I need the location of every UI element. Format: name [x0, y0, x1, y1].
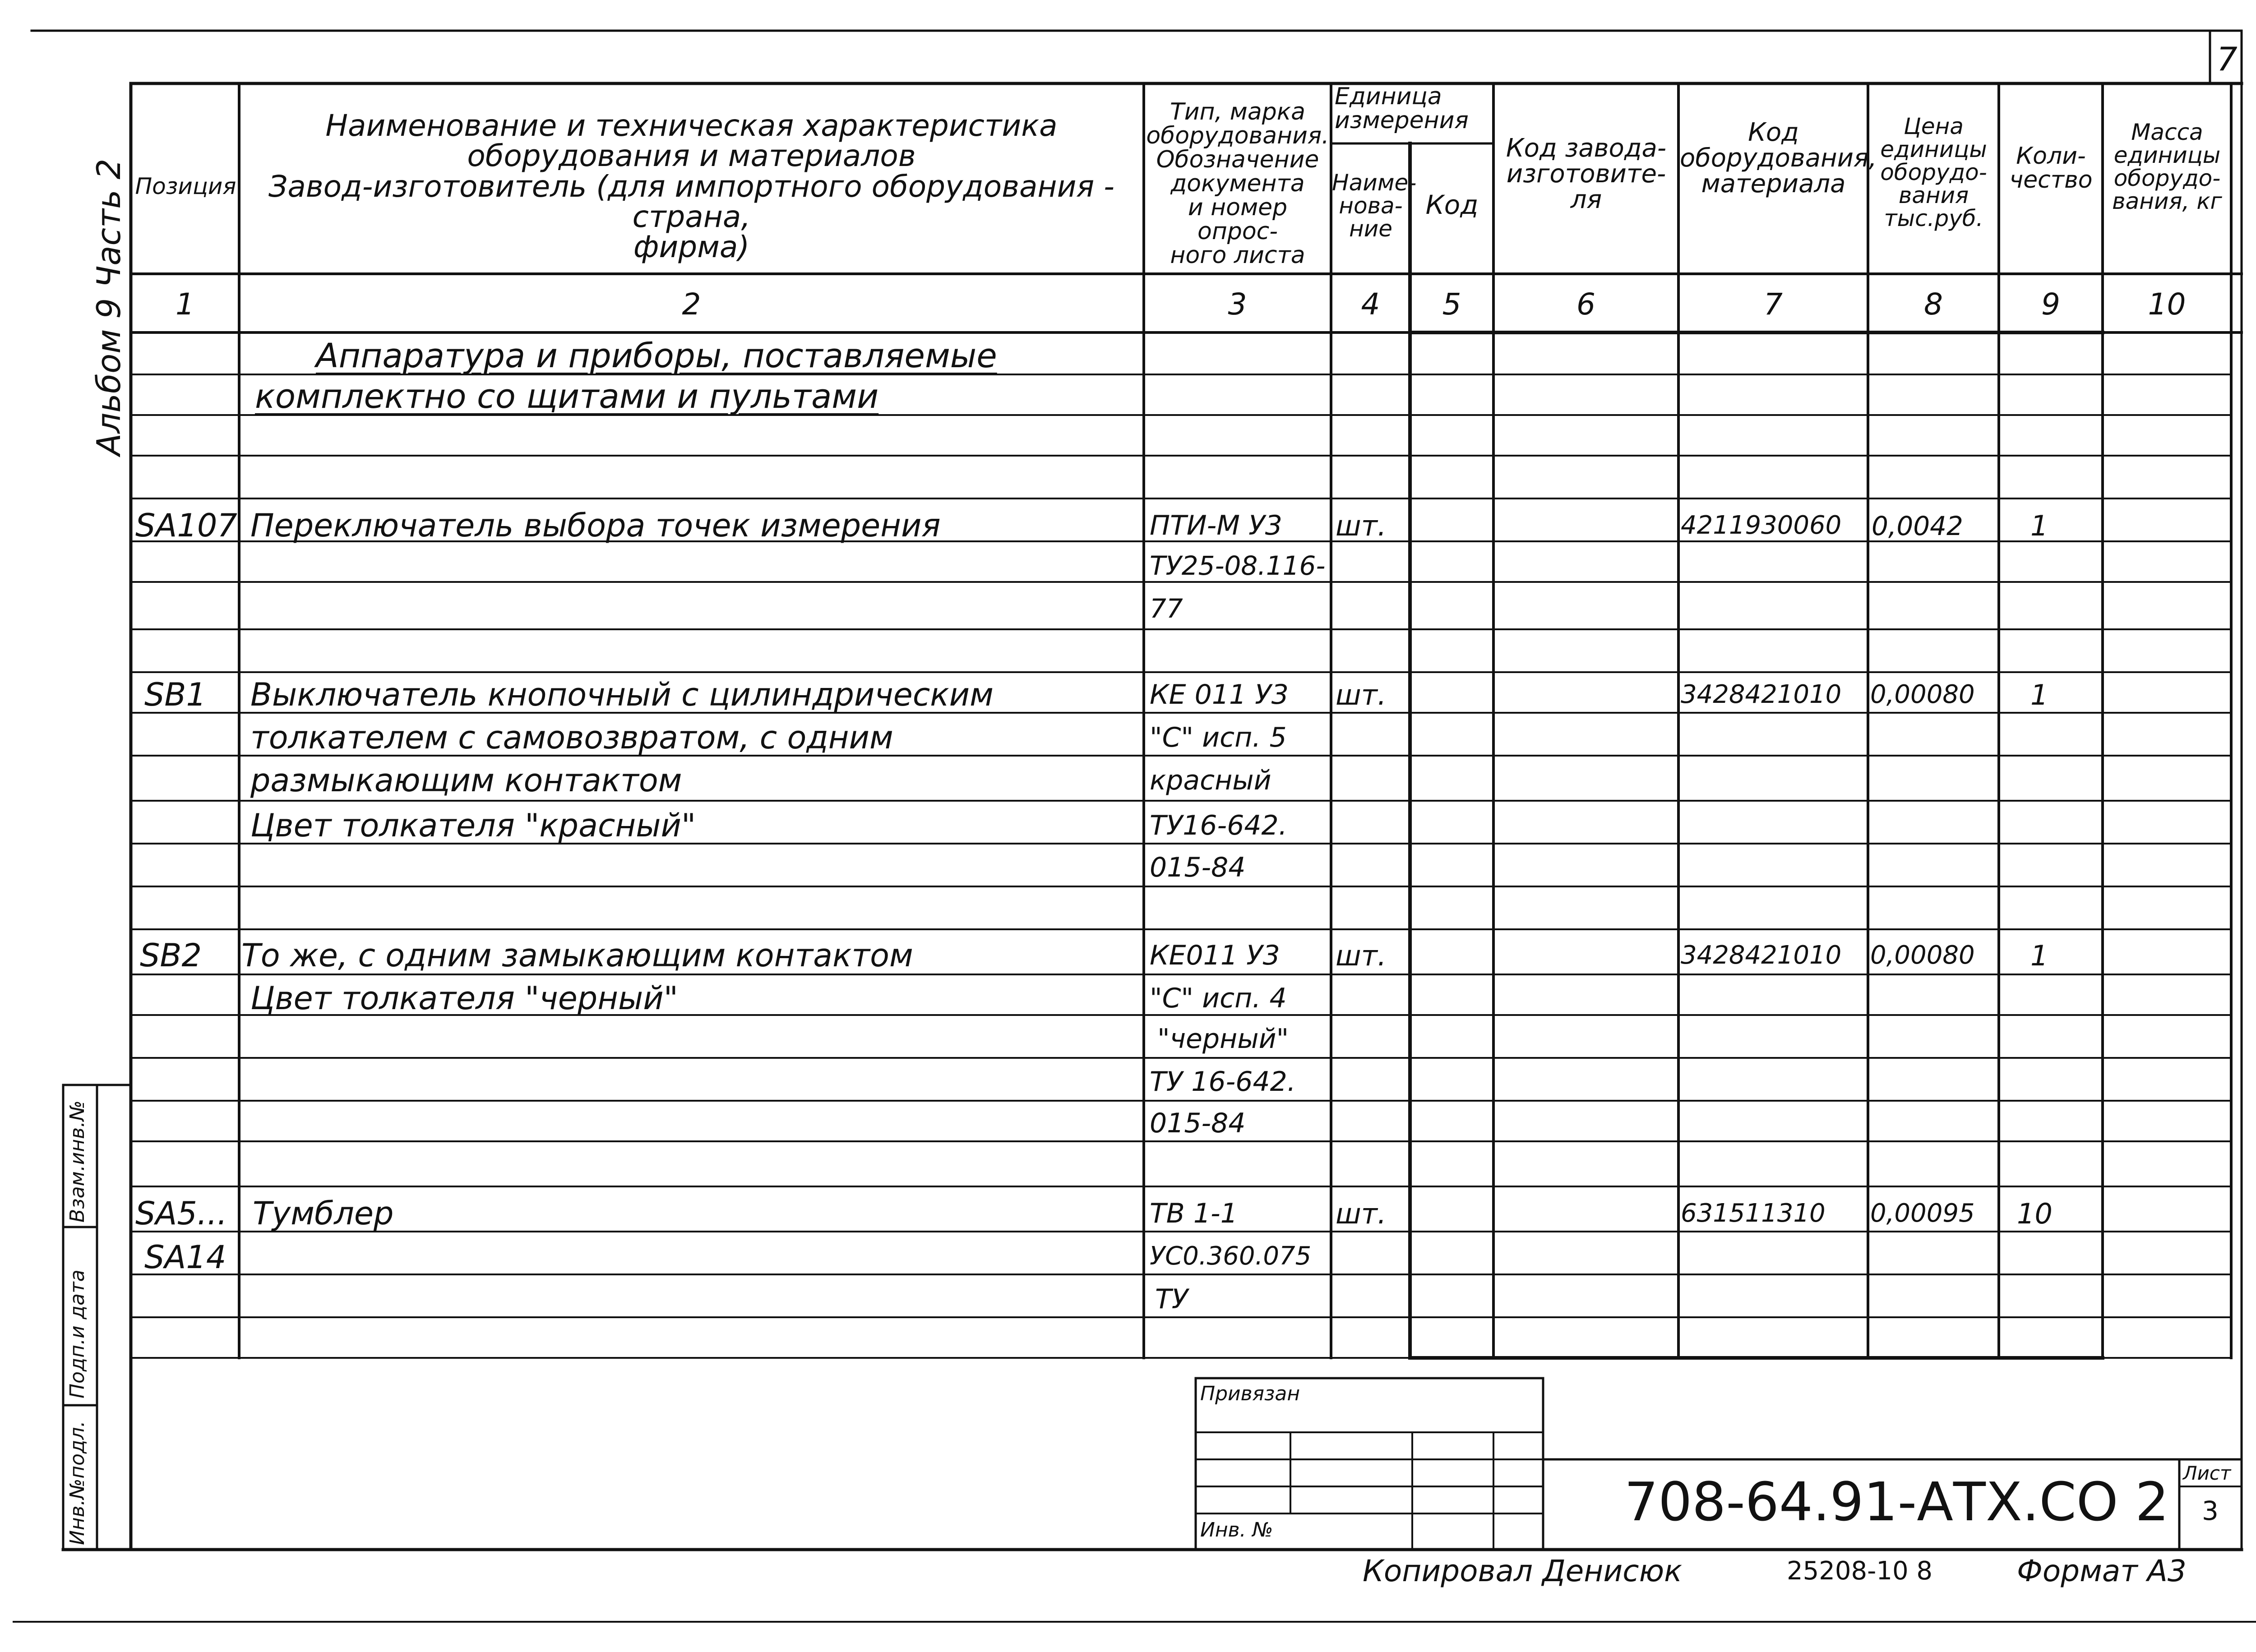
section-title-line1: Аппаратура и приборы, поставляемые [316, 337, 997, 375]
row-position: SB1 [144, 676, 206, 713]
row-type: 015-84 [1150, 1107, 1246, 1139]
row-type: КЕ011 У3 [1150, 940, 1280, 971]
colnum-5: 5 [1442, 287, 1461, 322]
row-price: 0,00080 [1870, 680, 1975, 709]
stamp-sheet-label: Лист [2183, 1462, 2231, 1484]
row-type: КЕ 011 У3 [1150, 679, 1289, 711]
header-position: Позиция [135, 173, 236, 199]
stamp-bound-label: Привязан [1200, 1382, 1300, 1405]
footer-copied-by: Копировал Денисюк [1363, 1554, 1682, 1588]
sheet-number: 7 [2217, 40, 2238, 78]
row-equipment-code: 631511310 [1681, 1199, 1826, 1228]
header-mass: Масса единицы оборудо- вания, кг [2112, 119, 2222, 214]
row-quantity: 1 [2030, 939, 2048, 972]
colnum-6: 6 [1576, 287, 1595, 322]
row-type: ТУ [1155, 1283, 1188, 1315]
stamp-inv-label: Инв. № [1200, 1518, 1273, 1541]
row-type: "С" исп. 4 [1150, 983, 1287, 1014]
header-unit-name: Наиме- нова- ние [1332, 170, 1417, 242]
row-type: красный [1150, 765, 1271, 796]
stamp-replaced-inv: Взам.инв.№ [66, 1100, 89, 1223]
row-name: Тумблер [253, 1195, 394, 1232]
row-name: толкателем с самовозвратом, с одним [250, 719, 893, 756]
row-price: 0,00080 [1870, 941, 1975, 970]
row-quantity: 10 [2017, 1197, 2053, 1230]
row-unit: шт. [1336, 1197, 1387, 1230]
stamp-signature-date: Подп.и дата [66, 1269, 89, 1398]
row-type: "черный" [1157, 1023, 1289, 1055]
row-name: Цвет толкателя "красный" [250, 807, 696, 844]
colnum-1: 1 [176, 287, 194, 322]
row-type: ТУ 16-642. [1150, 1066, 1296, 1098]
header-equipment-code: Код оборудования, материала [1680, 118, 1877, 199]
header-unit-code: Код [1425, 189, 1479, 220]
row-position: SA107 [135, 507, 237, 544]
row-name: размыкающим контактом [250, 762, 682, 799]
colnum-9: 9 [2041, 287, 2060, 322]
colnum-4: 4 [1361, 287, 1380, 322]
row-type: ТВ 1-1 [1150, 1198, 1238, 1229]
colnum-7: 7 [1764, 287, 1783, 322]
row-equipment-code: 3428421010 [1681, 680, 1842, 709]
header-type: Тип, марка оборудования. Обозначение документа и номер опрос- ного листа [1146, 98, 1329, 269]
row-type: ПТИ-М У3 [1150, 510, 1282, 541]
stamp-sheet-value: 3 [2202, 1495, 2219, 1526]
row-position: SA14 [144, 1239, 227, 1276]
row-name: Переключатель выбора точек измерения [250, 507, 941, 544]
row-equipment-code: 3428421010 [1681, 941, 1842, 970]
colnum-2: 2 [682, 287, 701, 322]
colnum-3: 3 [1228, 287, 1247, 322]
header-factory-code: Код завода- изготовите- ля [1506, 134, 1667, 215]
row-position: SA5... [135, 1195, 227, 1232]
row-type: 77 [1150, 593, 1183, 624]
colnum-8: 8 [1924, 287, 1943, 322]
footer-order-number: 25208-10 8 [1787, 1556, 1933, 1586]
header-unit-group: Единица измерения [1335, 83, 1469, 134]
header-quantity: Коли- чество [2009, 143, 2093, 194]
document-code: 708-64.91-АТХ.СО 2 [1624, 1471, 2169, 1533]
row-unit: шт. [1336, 509, 1387, 542]
album-label: Альбом 9 Часть 2 [90, 158, 128, 456]
footer-format: Формат А3 [2017, 1554, 2187, 1588]
row-position: SB2 [140, 937, 202, 974]
row-type: УС0.360.075 [1150, 1241, 1312, 1271]
row-name: Выключатель кнопочный с цилиндрическим [250, 676, 994, 713]
row-type: ТУ25-08.116- [1150, 550, 1326, 581]
header-price: Цена единицы оборудо- вания тыс.руб. [1880, 113, 1987, 231]
row-unit: шт. [1336, 939, 1387, 972]
header-name: Наименование и техническая характеристика оборудования и материалов Завод-изготовитель (для импортного оборудования - страна, фирма) [268, 108, 1114, 265]
colnum-10: 10 [2148, 287, 2186, 322]
row-type: 015-84 [1150, 852, 1246, 883]
row-type: "С" исп. 5 [1150, 722, 1287, 753]
stamp-inv-original: Инв.№подл. [66, 1421, 89, 1545]
row-price: 0,00095 [1870, 1199, 1975, 1228]
row-type: ТУ16-642. [1150, 810, 1287, 841]
row-quantity: 1 [2030, 678, 2048, 711]
row-quantity: 1 [2030, 509, 2048, 542]
section-title-line2: комплектно со щитами и пультами [255, 377, 879, 416]
row-price: 0,0042 [1872, 511, 1963, 541]
row-unit: шт. [1336, 678, 1387, 711]
row-name: Цвет толкателя "черный" [250, 980, 678, 1017]
row-equipment-code: 4211930060 [1681, 511, 1842, 540]
row-name: То же, с одним замыкающим контактом [241, 937, 913, 974]
